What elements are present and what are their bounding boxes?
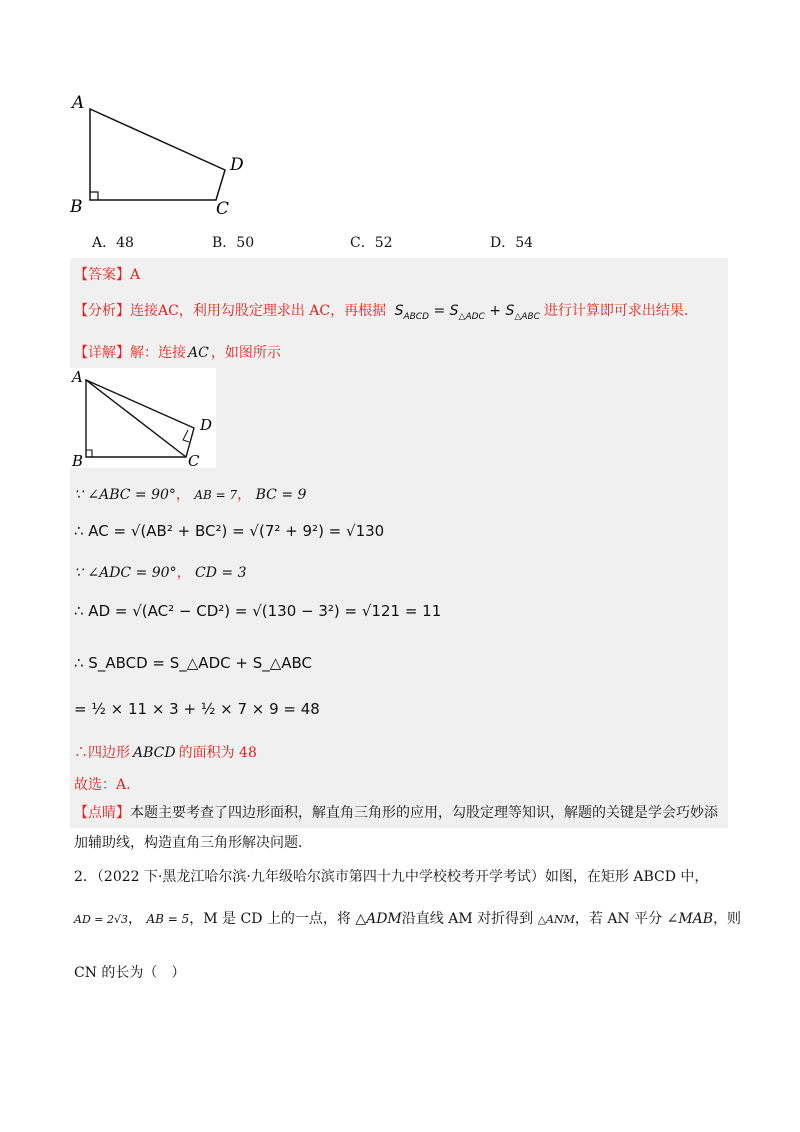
question-2-line-1: 2．（2022 下·黑龙江哈尔滨·九年级哈尔滨市第四十九中学校校考开学考试）如图，在矩形 ABCD 中， (74, 869, 709, 885)
label-b: B (70, 197, 83, 217)
step-6: = ½ × 11 × 3 + ½ × 7 × 9 = 48 (74, 700, 320, 718)
step-9-label: 【点睛】 (74, 805, 130, 821)
step-1-angle: ∵ ∠ABC = 90° (74, 487, 176, 503)
q2-ad: AD = 2√3 (74, 913, 128, 926)
step-7-text: ∴四边形 (74, 745, 130, 761)
step-3-sep: ， (176, 565, 191, 581)
question-2-line-2 (74, 908, 741, 928)
analysis-formula: $S_{ABCD} = S_{\triangle ADC} + S_{\triangle ABC}$ (394, 303, 540, 322)
step-5: ∴ S_ABCD = S_△ADC + S_△ABC (74, 654, 313, 672)
figure-quadrilateral (70, 92, 270, 222)
step-7 (74, 742, 257, 762)
question-2-line-3: CN 的长为（ ） (74, 965, 186, 981)
fig2-label-a: A (72, 368, 83, 386)
q2-text4: ，则 (713, 911, 742, 927)
figure-quadrilateral-with-diagonal (70, 368, 216, 468)
analysis-line (74, 300, 688, 322)
q2-text3: ，若 AN 平分 (574, 911, 663, 927)
step-3-angle: ∵ ∠ADC = 90° (74, 565, 177, 581)
fig2-label-c: C (188, 452, 200, 468)
step-1-ab: AB = 7 (194, 488, 238, 502)
q2-sep1: ， (127, 911, 142, 927)
step-7-abcd: ABCD (133, 745, 176, 761)
choice-d: D．54 (490, 235, 534, 251)
detail-label: 【详解】 (74, 345, 130, 361)
step-1-bc: BC = 9 (255, 487, 307, 503)
q2-angle-mab: ∠MAB (666, 911, 714, 927)
step-1-sep1: ， (175, 487, 190, 503)
choice-c: C．52 (350, 235, 393, 251)
detail-line (74, 342, 281, 362)
step-2: ∴ AC = √(AB² + BC²) = √(7² + 9²) = √130 (74, 522, 385, 540)
choice-b: B．50 (212, 235, 255, 251)
answer-label: 【答案】 (74, 267, 130, 283)
q2-text2: 沿直线 AM 对折得到 (401, 911, 534, 927)
label-c: C (216, 199, 230, 219)
analysis-text2: 进行计算即可求出结果. (543, 303, 689, 319)
choice-a: A．48 (92, 235, 134, 251)
analysis-text1: 连接AC，利用勾股定理求出 AC，再根据 (130, 303, 387, 319)
q2-ab: AB = 5 (146, 912, 190, 926)
label-d: D (230, 155, 244, 175)
step-8: 故选：A. (74, 777, 131, 793)
step-9-cont: 加辅助线，构造直角三角形解决问题. (74, 835, 303, 851)
detail-text2: ，如图所示 (210, 345, 281, 361)
answer-value: A (130, 267, 141, 283)
fig2-label-b: B (72, 452, 84, 468)
fig2-label-d: D (200, 416, 213, 434)
analysis-label: 【分析】 (74, 303, 130, 319)
step-4: ∴ AD = √(AC² − CD²) = √(130 − 3²) = √121 = 11 (74, 602, 442, 620)
q2-tri-adm: △ADM (355, 911, 402, 927)
step-7-result: 的面积为 48 (178, 745, 257, 761)
step-1-sep2: ， (237, 487, 252, 503)
step-1 (74, 484, 306, 504)
step-9-text: 本题主要考查了四边形面积，解直角三角形的应用，勾股定理等知识，解题的关键是学会巧妙添 (130, 805, 718, 821)
q2-tri-anm: △ANM (537, 913, 575, 926)
q2-text1: ，M 是 CD 上的一点，将 (189, 911, 351, 927)
detail-text: 解：连接 (130, 345, 186, 361)
answer-line (74, 264, 140, 284)
detail-ac: AC (188, 345, 209, 361)
label-a: A (72, 93, 85, 113)
step-3 (74, 562, 247, 582)
step-3-cd: CD = 3 (195, 565, 247, 581)
step-9 (74, 802, 718, 822)
